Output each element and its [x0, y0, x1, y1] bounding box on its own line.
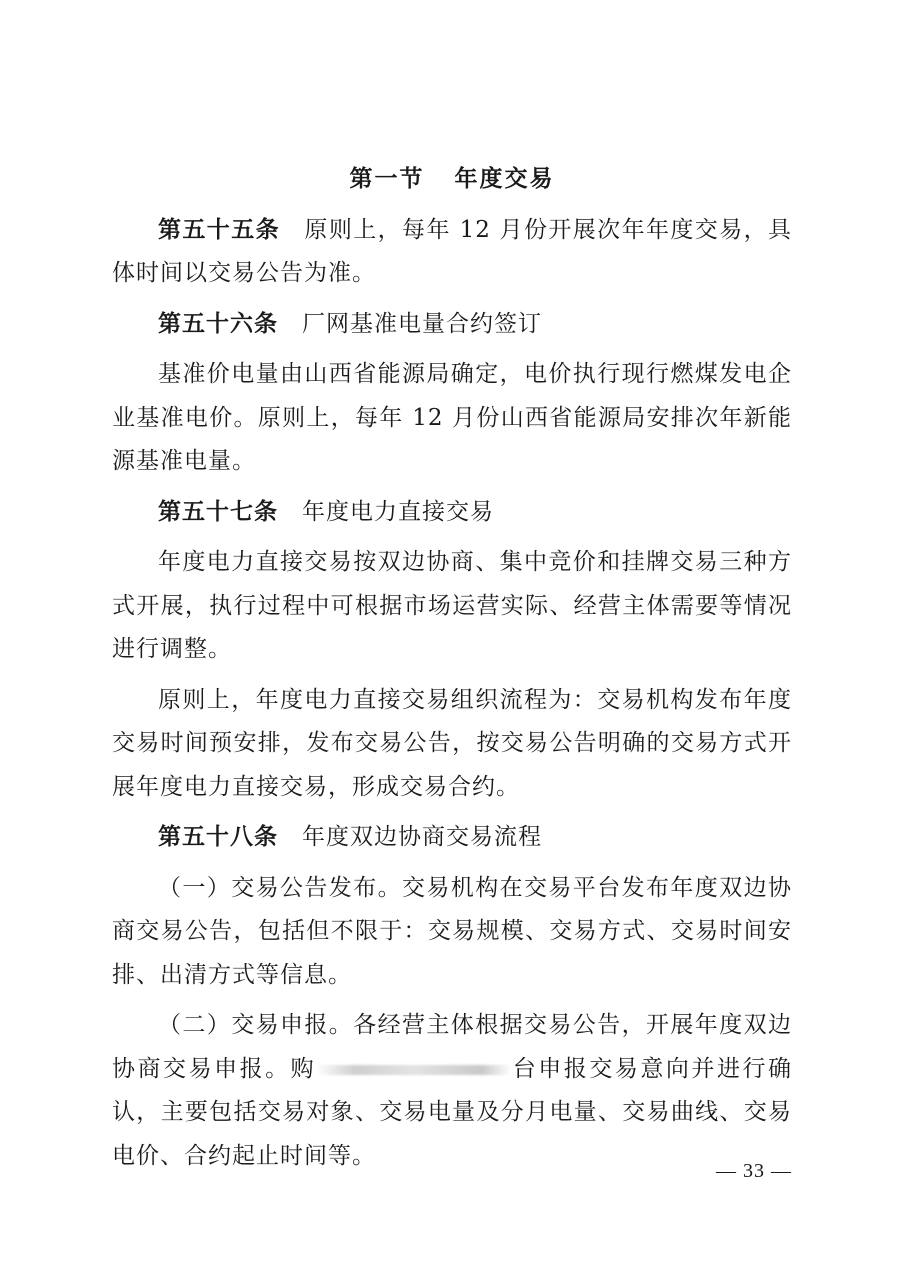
- article-text: 厂网基准电量合约签订: [302, 310, 542, 337]
- paragraph: 年度电力直接交易按双边协商、集中竞价和挂牌交易三种方式开展，执行过程中可根据市场运营实际、经营主体需要等情况进行调整。: [112, 549, 792, 662]
- article-56: [112, 303, 792, 347]
- page-number: — 33 —: [716, 1160, 792, 1182]
- article-label: 第五十六条: [158, 310, 278, 337]
- article-label: 第五十八条: [158, 824, 278, 850]
- page-content: [112, 158, 792, 1185]
- paragraph: （一）交易公告发布。交易机构在交易平台发布年度双边协商交易公告，包括但不限于：交易规模、交易方式、交易时间安排、出清方式等信息。: [112, 874, 792, 988]
- paragraph: 原则上，年度电力直接交易组织流程为：交易机构发布年度交易时间预安排，发布交易公告，按交易公告明确的交易方式开展年度电力直接交易，形成交易合约。: [112, 686, 792, 800]
- article-text: 原则上，每年 12 月份开展次年年度交易，具体时间以交易公告为准。: [112, 216, 793, 286]
- paragraph: [112, 1004, 792, 1178]
- article-57: [112, 491, 792, 535]
- article-55: [112, 209, 792, 296]
- paragraph-text-after: 台申报交易意向并进行确认，主要包括交易对象、交易电量及分月电量、交易曲线、交易电价、合约起止时间等。: [112, 1055, 793, 1169]
- section-number: 第一节: [349, 166, 425, 192]
- article-label: 第五十七条: [158, 498, 278, 525]
- redaction-blur: [316, 1065, 511, 1075]
- article-label: 第五十五条: [158, 216, 281, 243]
- paragraph-text-before: （二）交易申报。各经营主体根据交易公告，开展年度双边协商交易申报。购: [112, 1012, 792, 1082]
- section-heading: [112, 158, 792, 202]
- section-title: 年度交易: [454, 166, 555, 192]
- article-text: 年度双边协商交易流程: [302, 824, 542, 850]
- article-text: 年度电力直接交易: [302, 498, 494, 525]
- article-58: [112, 816, 792, 860]
- paragraph: 基准价电量由山西省能源局确定，电价执行现行燃煤发电企业基准电价。原则上，每年 12 月份山西省能源局安排次年新能源基准电量。: [112, 361, 792, 474]
